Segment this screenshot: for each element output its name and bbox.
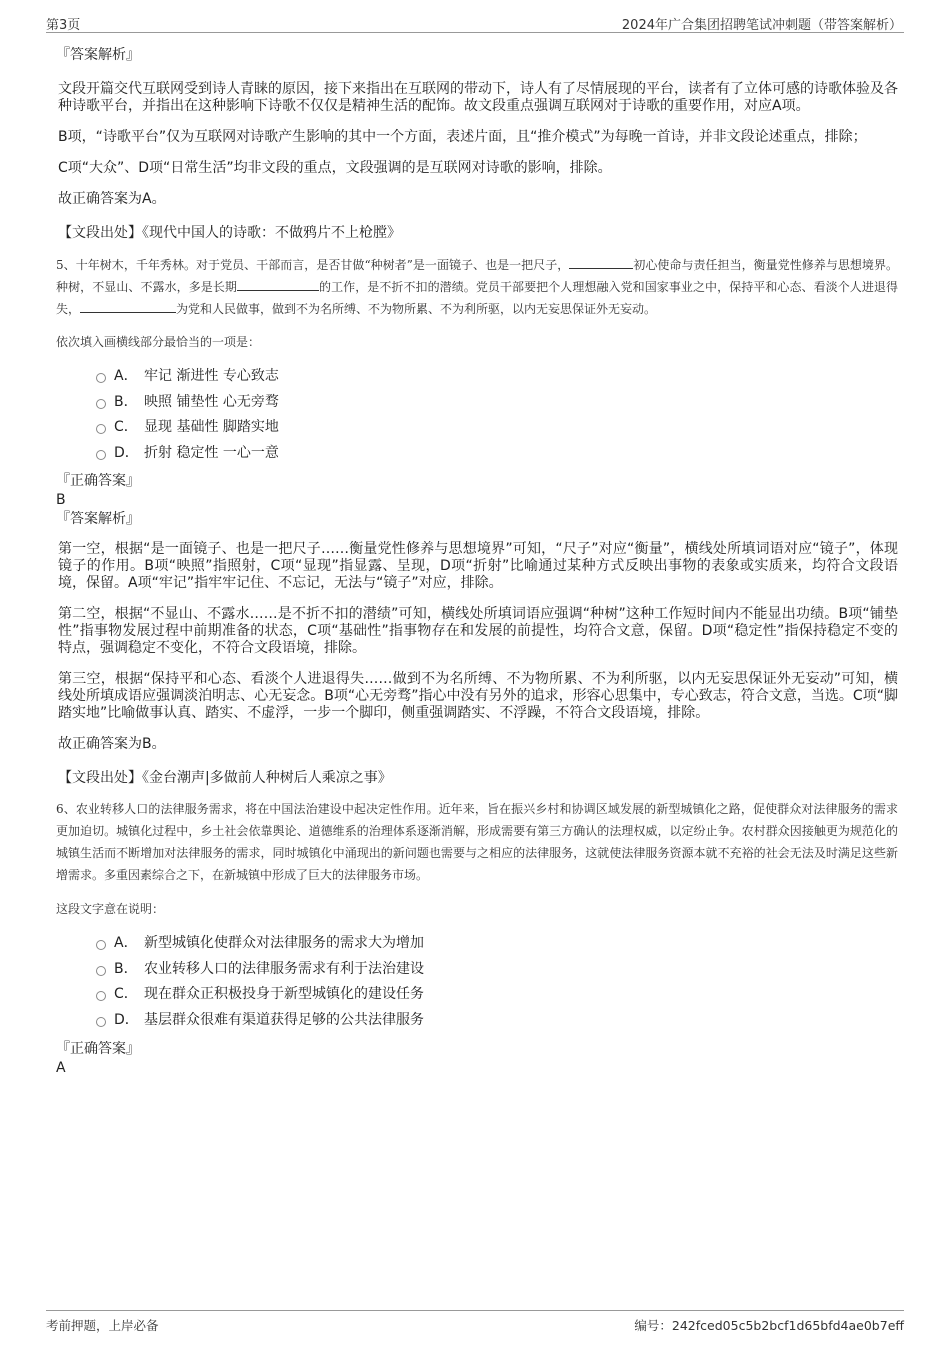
q6-option-c[interactable]: C． 现在群众正积极投身于新型城镇化的建设任务: [56, 982, 898, 1008]
q5-analysis-para-2: 第二空，根据“不显山、不露水……是不折不扣的潜绩”可知，横线处所填词语应强调“种树”这种工作短时间内不能显出功绩。B项“铺垫性”指事物发展过程中前期准备的状态，C项“基础性”指事物存在和发展的前提性，均符合文意，保留。D项“稳定性”指保持稳定不变的特点，强调稳定不变化，不符合文段语境，排除。: [58, 606, 898, 656]
page-content: [56, 46, 898, 1077]
q6-option-d[interactable]: D． 基层群众很难有渠道获得足够的公共法律服务: [56, 1008, 898, 1034]
radio-icon[interactable]: [96, 940, 106, 950]
q6-options: [56, 931, 898, 1033]
q5-option-d[interactable]: D． 折射 稳定性 一心一意: [56, 441, 898, 467]
radio-icon[interactable]: [96, 966, 106, 976]
q5-blank-1: [569, 255, 633, 269]
q6-option-b[interactable]: B． 农业转移人口的法律服务需求有利于法治建设: [56, 957, 898, 983]
radio-icon[interactable]: [96, 373, 106, 383]
q5-options: [56, 364, 898, 466]
page-number: 第3页: [46, 18, 81, 33]
q5-blank-2: [237, 277, 319, 291]
prev-analysis-para-2: B项，“诗歌平台”仅为互联网对诗歌产生影响的其中一个方面，表述片面，且“推介模式”为每晚一首诗，并非文段论述重点，排除；: [58, 129, 867, 145]
q5-stem-seg1: 5、十年树木，千年秀林。对于党员、干部而言，是否甘做“种树者”是一面镜子、也是一把尺子，: [56, 258, 570, 272]
q5-analysis-para-3: 第三空，根据“保持平和心态、看淡个人进退得失……做到不为名所缚、不为物所累、不为利所驱，以内无妄思保证外无妄动”可知，横线处所填成语应强调淡泊明志、心无妄念。B项“心无旁骛”指心中没有另外的追求，形容心思集中，专心致志，符合文意，当选。C项“脚踏实地”比喻做事认真、踏实、不虚浮，一步一个脚印，侧重强调踏实、不浮躁，不符合文段语境，排除。: [58, 671, 898, 721]
prev-analysis-label: 『答案解析』: [56, 47, 140, 63]
q6-answer: A: [56, 1060, 66, 1076]
q5-blank-3: [80, 299, 176, 313]
q6-prompt: 这段文字意在说明：: [56, 902, 165, 916]
radio-icon[interactable]: [96, 991, 106, 1001]
q5-option-b[interactable]: B． 映照 铺垫性 心无旁骛: [56, 390, 898, 416]
q5-analysis-para-1: 第一空，根据“是一面镜子、也是一把尺子……衡量党性修养与思想境界”可知，“尺子”对应“衡量”，横线处所填词语对应“镜子”，体现镜子的作用。B项“映照”指照射，C项“显现”指显露、呈现，D项“折射”比喻通过某种方式反映出事物的表象或实质来，均符合文段语境，保留。A项“牢记”指牢牢记住、不忘记，无法与“镜子”对应，排除。: [58, 541, 898, 591]
q5-answer: B: [56, 492, 66, 508]
q5-stem-seg3: 的工作，是不折不扣的潜绩。党员干部要把个人理想融入党和国家事业之中，保持平和心态、看淡个人进退得失，: [56, 280, 898, 316]
q5-prompt: 依次填入画横线部分最恰当的一项是：: [56, 335, 261, 349]
page-footer: [46, 1310, 904, 1337]
q5-answer-label: 『正确答案』: [56, 473, 140, 489]
q5-option-c[interactable]: C． 显现 基础性 脚踏实地: [56, 415, 898, 441]
q6-stem: 6、农业转移人口的法律服务需求，将在中国法治建设中起决定性作用。近年来，旨在振兴乡村和协调区域发展的新型城镇化之路，促使群众对法律服务的需求更加迫切。城镇化过程中，乡土社会依靠舆论、道德维系的治理体系逐渐消解，形成需要有第三方确认的法理权威，以定纷止争。农村群众因接触更为规范化的城镇生活而不断增加对法律服务的需求，同时城镇化中涌现出的新问题也需要与之相应的法律服务，这就使法律服务资源本就不充裕的社会无法及时满足这些新增需求。多重因素综合之下，在新城镇中形成了巨大的法律服务市场。: [56, 802, 898, 882]
q5-stem-seg2: 初心使命与责任担当，衡量党性修养与思想境界。种树，不显山、不露水，多是长期: [56, 258, 898, 294]
q5-stem: [56, 254, 898, 320]
q6-option-a[interactable]: A． 新型城镇化使群众对法律服务的需求大为增加: [56, 931, 898, 957]
document-title: 2024年广合集团招聘笔试冲刺题（带答案解析）: [621, 18, 902, 33]
q5-conclusion: 故正确答案为B。: [58, 736, 166, 752]
q6-answer-label: 『正确答案』: [56, 1041, 140, 1057]
radio-icon[interactable]: [96, 424, 106, 434]
q5-analysis-label: 『答案解析』: [56, 511, 140, 527]
radio-icon[interactable]: [96, 1017, 106, 1027]
page-header: [46, 10, 904, 33]
prev-conclusion: 故正确答案为A。: [58, 191, 166, 207]
radio-icon[interactable]: [96, 399, 106, 409]
footer-slogan: 考前押题，上岸必备: [46, 1318, 159, 1333]
document-serial: 编号：242fced05c5b2bcf1d65bfd4ae0b7eff: [634, 1318, 904, 1333]
prev-analysis-para-1: 文段开篇交代互联网受到诗人青睐的原因，接下来指出在互联网的带动下，诗人有了尽情展现的平台，读者有了立体可感的诗歌体验及各种诗歌平台，并指出在这种影响下诗歌不仅仅是精神生活的配饰。故文段重点强调互联网对于诗歌的重要作用，对应A项。: [58, 81, 898, 114]
prev-source: 【文段出处】《现代中国人的诗歌：不做鸦片不上枪膛》: [58, 225, 401, 241]
q5-option-a[interactable]: A． 牢记 渐进性 专心致志: [56, 364, 898, 390]
radio-icon[interactable]: [96, 450, 106, 460]
q5-source: 【文段出处】《金台潮声|多做前人种树后人乘凉之事》: [58, 770, 392, 786]
q5-stem-seg4: 为党和人民做事，做到不为名所缚、不为物所累、不为利所驱，以内无妄思保证外无妄动。: [176, 302, 657, 316]
prev-analysis-para-3: C项“大众”、D项“日常生活”均非文段的重点，文段强调的是互联网对诗歌的影响，排除。: [58, 160, 612, 176]
